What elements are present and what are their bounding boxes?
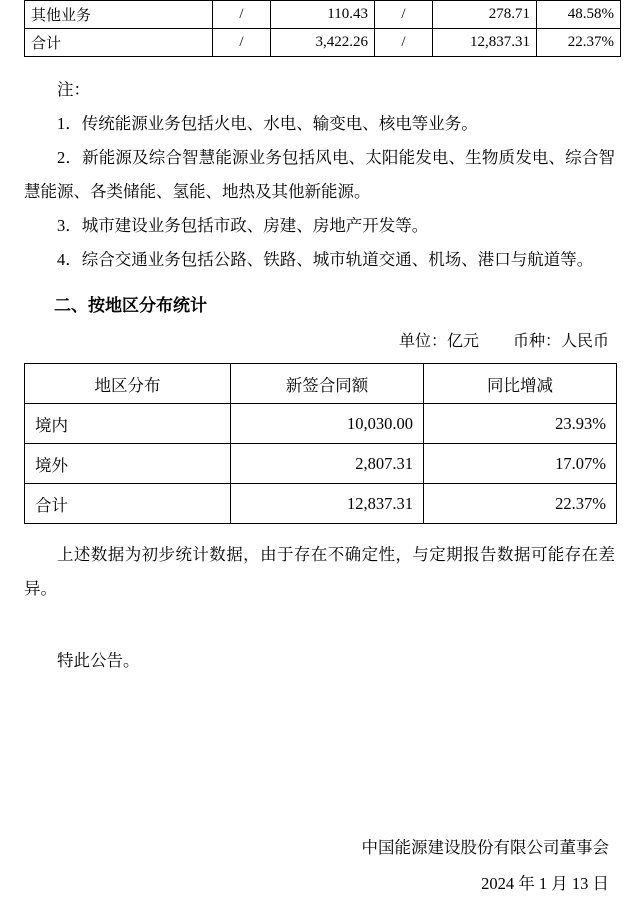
row-cell-percent: 22.37%	[537, 29, 621, 57]
note-item-1: 1．传统能源业务包括火电、水电、输变电、核电等业务。	[57, 114, 478, 133]
column-header-change: 同比增减	[424, 364, 617, 404]
region-name: 境内	[25, 404, 231, 444]
table-row	[25, 1, 621, 29]
note-item-2: 2．新能源及综合智慧能源业务包括风电、太阳能发电、生物质发电、综合智慧能源、各类储能、氢能、地热及其他新能源。	[24, 148, 615, 201]
currency-label: 币种：人民币	[512, 333, 609, 350]
row-cell-slash-1: /	[213, 29, 271, 57]
closing-paragraph: 上述数据为初步统计数据，由于存在不确定性，与定期报告数据可能存在差异。	[24, 545, 615, 598]
row-cell-amount-1: 3,422.26	[271, 29, 375, 57]
region-change: 17.07%	[424, 444, 617, 484]
row-label: 合计	[25, 29, 213, 57]
region-change: 22.37%	[424, 484, 617, 524]
unit-currency-line	[0, 327, 637, 357]
region-distribution-table	[24, 363, 617, 524]
table-row	[25, 484, 617, 524]
table-row	[25, 29, 621, 57]
section-heading-region: 二、按地区分布统计	[54, 296, 207, 315]
notes-title: 注：	[57, 80, 90, 99]
region-amount: 12,837.31	[231, 484, 424, 524]
business-summary-table-continued	[24, 0, 621, 57]
signature-block	[362, 831, 610, 901]
row-cell-slash-2: /	[375, 29, 433, 57]
column-header-region: 地区分布	[25, 364, 231, 404]
row-cell-percent: 48.58%	[537, 1, 621, 29]
row-label: 其他业务	[25, 1, 213, 29]
company-name: 中国能源建设股份有限公司董事会	[361, 838, 609, 857]
announcement-date: 2024 年 1 月 13 日	[481, 874, 609, 893]
unit-label: 单位：亿元	[398, 333, 479, 350]
region-amount: 2,807.31	[231, 444, 424, 484]
region-name: 合计	[25, 484, 231, 524]
region-name: 境外	[25, 444, 231, 484]
notice-block	[0, 644, 637, 678]
row-cell-amount-1: 110.43	[271, 1, 375, 29]
table-header-row	[25, 364, 617, 404]
region-amount: 10,030.00	[231, 404, 424, 444]
table-row	[25, 444, 617, 484]
note-item-3: 3．城市建设业务包括市政、房建、房地产开发等。	[57, 216, 429, 235]
column-header-amount: 新签合同额	[231, 364, 424, 404]
closing-block	[0, 538, 637, 606]
table-row	[25, 404, 617, 444]
row-cell-amount-2: 278.71	[433, 1, 537, 29]
notice-paragraph: 特此公告。	[57, 651, 140, 670]
row-cell-slash-1: /	[213, 1, 271, 29]
region-change: 23.93%	[424, 404, 617, 444]
notes-block	[0, 73, 637, 277]
row-cell-slash-2: /	[375, 1, 433, 29]
row-cell-amount-2: 12,837.31	[433, 29, 537, 57]
note-item-4: 4．综合交通业务包括公路、铁路、城市轨道交通、机场、港口与航道等。	[57, 250, 594, 269]
